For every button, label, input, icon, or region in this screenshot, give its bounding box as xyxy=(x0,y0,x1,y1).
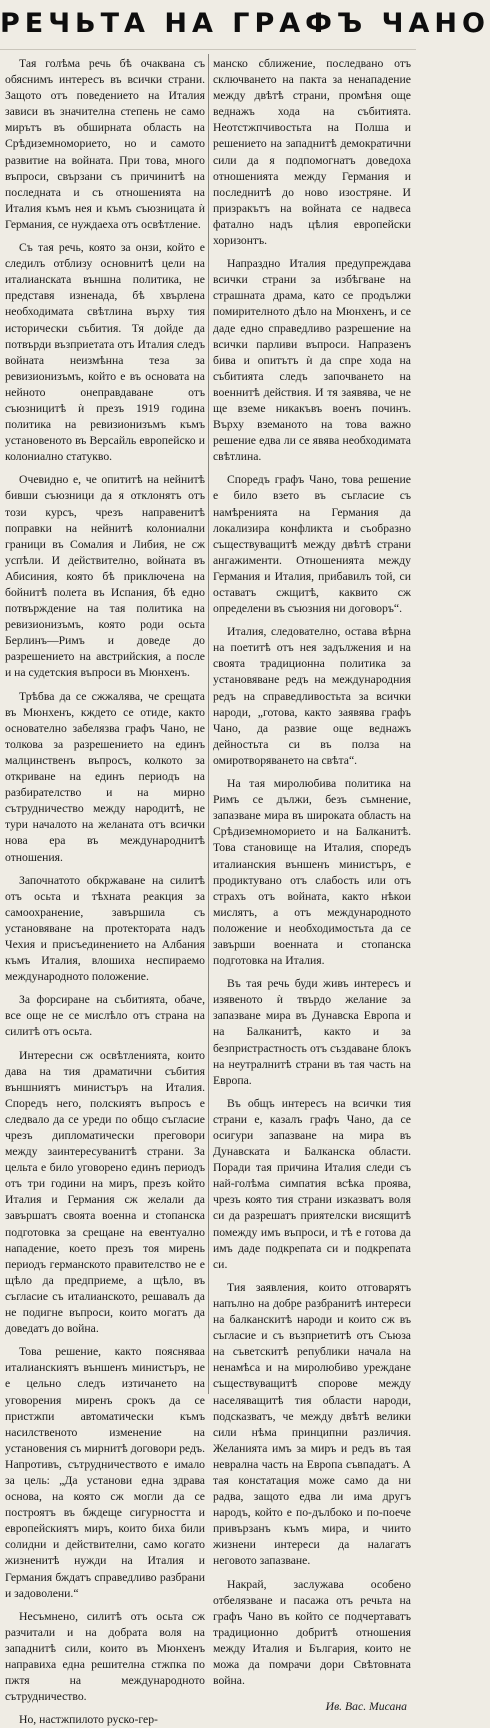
left-column xyxy=(5,56,205,1727)
paragraph: Започнатото обкржаване на силитѣ отъ осьта и тѣхната реакция за самоохранение, завършила съ установяване на протектората надъ Чехия и присъединението на Албания къмъ Италия, влошиха неспирaемо международното положение. xyxy=(5,873,205,984)
author-signature: Ив. Вас. Мисана xyxy=(325,1700,407,1714)
paragraph: Въ тая речь буди живъ интересъ и изявеното ѝ твърдо желание за запазване мира въ Дунавска Европа и на Балканитѣ, както и за безпристрастность отъ създаване блокъ на неутралнитѣ страни въ тая часть на Европа. xyxy=(213,977,411,1087)
paragraph: Споредъ графъ Чано, това решение е било взето въ съгласие съ намѣренията на Германия да локализира конфликта и съобразно съществуващитѣ между двѣтѣ страни ангажименти. Отношенията между Германия и Италия, прибавилъ той, си оставатъ сжщитѣ, каквито сж определени въ съюзния ни договоръ“. xyxy=(213,473,411,616)
paragraph: Съ тая речь, която за онзи, който е следилъ отблизу основнитѣ цели на италианската външна политика, не представя изненада, бѣ хвърлена необходимата свѣтлина върху тия исторически събития. Тя дойде да потвърди възприетата отъ Италия следъ войната неизмѣнна теза за ревизионизъмъ, който е въ основата на нейното онеправдаване отъ съюзницитѣ ѝ презъ 1919 година политика на ревизионизъмъ къмъ установеното въ Версайль европейско и колониално статукво. xyxy=(5,241,205,464)
column-divider xyxy=(208,54,209,1394)
paragraph: Италия, следователно, остава вѣрна на поетитѣ отъ нея задължения и на своята традиционна политика за установяване редъ на международния редъ на справедливостьта за всички народи, „готова, както заявява графъ Чано, да развие още веднажъ дейностьта си въ полза на омиротворяването на свѣта“. xyxy=(213,625,411,767)
paragraph: Интересни сж освѣтленията, които дава на тия драматични събития външниятъ министъръ на Италия. Споредъ него, полскиятъ въпросъ е следвало да се уреди по общо съгласие чрезъ дипломатически преговори между заинтересуванитѣ страни. За цельта е било уговорено единъ периодъ отъ три години на миръ, презъ който Италия и Германия сж желали да завършатъ своята военна и стопанска подготовка за срещане на евентуално нападение, което презъ тоя мирень периодъ германското правителство не е щѣло да предприеме, а щѣло, въ съгласие съ италианското, решавалъ да не подигне въпроси, които могатъ да доведатъ до война. xyxy=(5,1048,205,1336)
paragraph: Тия заявления, които отговарятъ напълно на добре разбранитѣ интереси на балканскитѣ народи и които сж въ съгласие и съ възприетитѣ отъ Съюза на съветскитѣ републики начала на ненамѣса и на миролюбиво уреждане съществуващитѣ спорове между населяващитѣ тия области народи, подсказватъ, че между двѣтѣ велики сили нѣма принципни различия. Желанията имъ за миръ и редъ въ тая неврална часть на Европа съвпадатъ. А тая констатация може само да ни радва, защото едва ли има другъ народъ, който е по-дълбоко и по-поече привързанъ къмъ мира, и чиито жизнени интереси да налагатъ неговото запазване. xyxy=(213,1280,411,1568)
paragraph: Това решение, както поясняваа италианскиятъ външенъ министъръ, не е цельно следъ изтичането на уговорения миренъ срокъ да се пристжпи автоматически къмъ насилственото изменение на установения съ мирнитѣ договори редъ. Напротивъ, сътрудничеството е имало за цель: „Да установи една здрава основа, на която сж могли да се построятъ въ бждеще сигурността и европейскиятъ миръ, които биха били солидни и действителни, само когато жизненитѣ нужди на Италия и Германия бждатъ справедливо разбрани и задоволени.“ xyxy=(5,1345,205,1600)
paragraph: Накрай, заслужава особено отбелязване и пасажа отъ речьта на графъ Чано въ който се подчертаватъ традиционно добритѣ отношения между Италия и България, които не можа да помрачи дори Свѣтовната война. xyxy=(213,1577,411,1688)
right-column xyxy=(213,56,411,1714)
paragraph: Въ общъ интересъ на всички тия страни е, казалъ графъ Чано, да се осигури запазване на мира въ Дунавската и Балканска области. Поради тая причина Италия следи съ най-голѣма симпатия всѣка проява, чрезъ която тия страни изказватъ воля си да разрешатъ приятелски висящитѣ помежду имъ въпроси, и тѣ е готова да имъ даде подкрепата си и подкрепата си. xyxy=(213,1096,411,1271)
article-title: РЕЧЬТА НА ГРАФЪ ЧАНО xyxy=(0,8,490,39)
paragraph: манско сближение, последвано отъ сключването на пакта за ненападение между двѣтѣ страни, промѣня още веднажъ хода на събитията. Неотстжпчивостьта на Полша и решението на западнитѣ демократични сили да я подпомогнатъ доведоха отношенията между Германия и последнитѣ до ново изостряне. И призракътъ на войната се надвеса фатално надъ цѣлия европейски хоризонтъ. xyxy=(213,57,411,248)
paragraph: На тая миролюбива политика на Римъ се дължи, безъ съмнение, запазване мира въ широката область на Срѣдиземноморието и на Балканитѣ. Това становище на Италия, споредъ италианския външенъ министъръ, е продиктувано отъ слабость или отъ страхъ отъ войната, както нѣкои мислятъ, а отъ международното положение и необходимостьта да се завърши военната и стопанска подготовка на Италия. xyxy=(213,777,411,968)
paragraph: Несъмнено, силитѣ отъ осьта сж разчитали и на добрата воля на западнитѣ сили, които въ Мюнхенъ направиха една решителна стжпка по пжтя на международното сътрудничество. xyxy=(5,1609,205,1704)
paragraph: Трѣбва да се сжжалява, че срещата въ Мюнхенъ, кждето се отиде, както основателно забелязва графъ Чано, не толкова за разрешението на единъ малцинственъ въпросъ, колкото за откриване на единъ периодъ на разбирателство и на мирно сътрудничество между народитѣ, не тури началото на желаната отъ всички нова ера въ международнитѣ отношения. xyxy=(5,689,205,864)
paragraph: Тая голѣма речь бѣ очаквана съ обяснимъ интересъ въ всички страни. Защото отъ поведението на Италия зависи въ значителна степень не само мирътъ въ обширната область на Срѣдиземноморието, но и самото развитие на войната. При това, много въпроси, свързани съ причинитѣ на последната и съ отношенията на Италия къмъ нея и къмъ съюзницата ѝ Германия, се нуждаеха отъ освѣтление. xyxy=(5,57,205,231)
paragraph: Очевидно е, че опититѣ на нейнитѣ бивши съюзници да я отклонятъ отъ този курсъ, чрезъ направенитѣ поправки на нейнитѣ колониални граници въ Сомалия и Либия, не сж успѣли. И действително, войната въ Абисиния, която бѣ приключена на бойнитѣ полета въ Испания, бѣ едно потвърждение на тая политика на ревизионизъмъ, която роди осьта Берлинъ—Римъ и доведе до разрешението на австрийския, а после и на судетския въпроси въ Мюнхенъ. xyxy=(5,473,205,680)
paragraph: Напраздно Италия предупреждава всички страни за избѣгване на страшната драма, като се продължи помирителното дѣло на Мюнхенъ, и се даде едно справедливо разрешение на всички парливи въпроси. Напразенъ бива и опитътъ ѝ да спре хода на събитията следъ започването на военнитѣ действия. И тя заявява, че не ще вземе никакъвъ военъ починъ. Върху вземаното на това важно решение едва ли се явява необходимата свѣтлина. xyxy=(213,257,411,464)
title-rule xyxy=(0,49,416,50)
paragraph: Но, настжпилото руско-гер- xyxy=(19,1713,158,1727)
paragraph: За форсиране на събитията, обаче, все още не се мислѣло отъ страна на силитѣ отъ осьта. xyxy=(5,993,205,1039)
